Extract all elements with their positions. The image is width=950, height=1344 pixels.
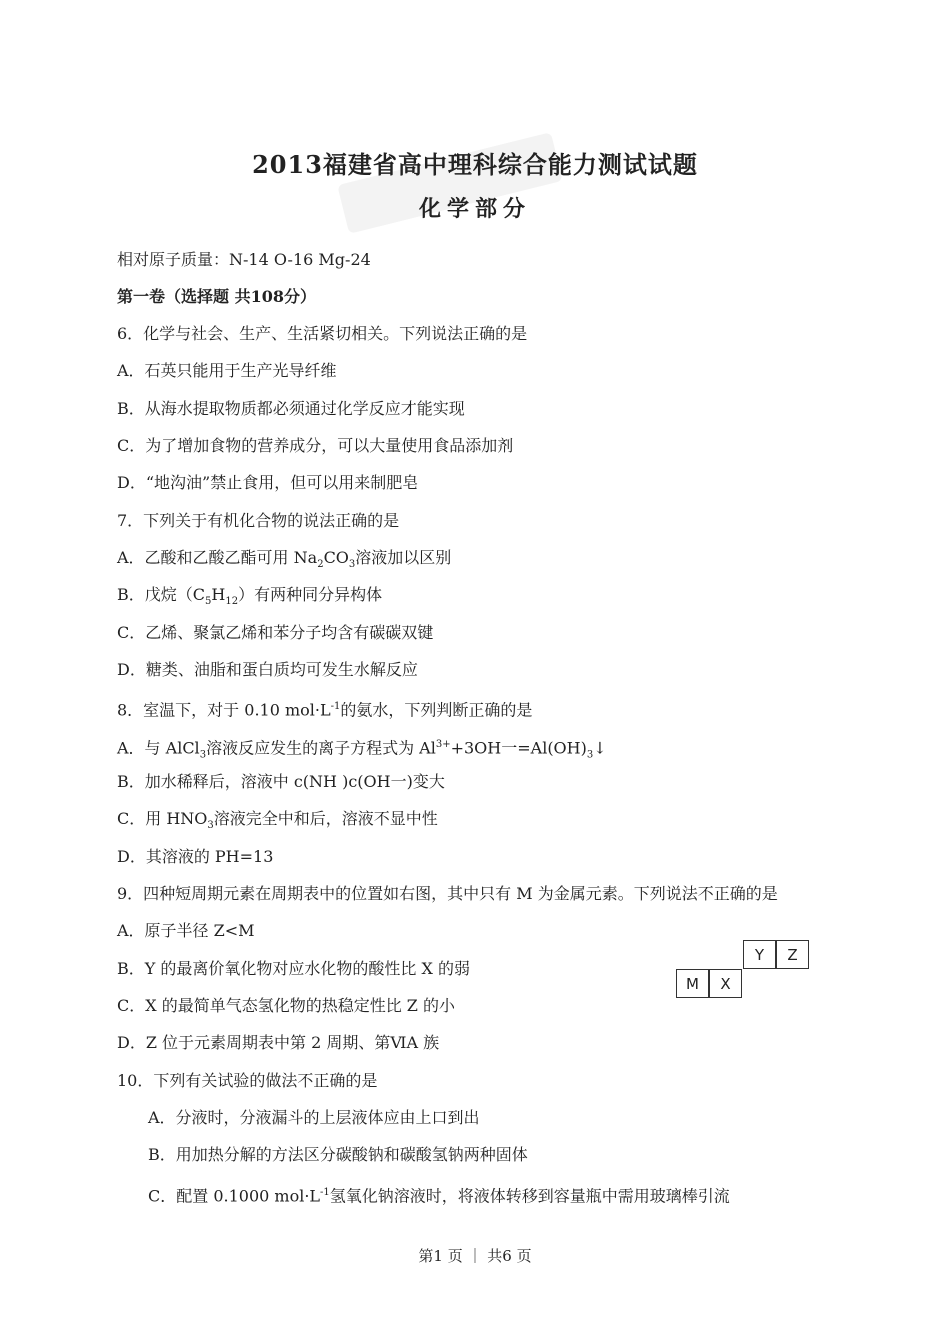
q9-stem: 9．四种短周期元素在周期表中的位置如右图，其中只有 M 为金属元素。下列说法不正确的是 <box>117 884 778 903</box>
q9-option-b: B．Y 的最离价氧化物对应水化物的酸性比 X 的弱 <box>117 959 470 978</box>
q10-stem: 10．下列有关试验的做法不正确的是 <box>117 1071 378 1090</box>
q6-option-b: B．从海水提取物质都必须通过化学反应才能实现 <box>117 399 465 418</box>
q9-option-c: C．X 的最简单气态氢化物的热稳定性比 Z 的小 <box>117 996 456 1015</box>
section-heading: 第一卷（选择题 共108分） <box>117 287 316 306</box>
cell-x: X <box>709 969 742 998</box>
cell-z: Z <box>776 940 809 969</box>
page-subtitle: 化学部分 <box>418 196 531 222</box>
q7-option-b: B．戊烷$(C_5H_{12})$有两种同分异构体 <box>117 585 383 608</box>
q7-option-a: A．乙酸和乙酸乙酯可用 $Na_2CO_3$溶液加以区别 <box>117 548 452 571</box>
periodic-table-figure <box>660 932 832 1014</box>
q7-option-c: C．乙烯、聚氯乙烯和苯分子均含有碳碳双键 <box>117 623 434 642</box>
q9-option-d: D．Z 位于元素周期表中第 2 周期、第ⅥA 族 <box>117 1033 440 1052</box>
cell-y: Y <box>743 940 776 969</box>
q6-option-c: C．为了增加食物的营养成分，可以大量使用食品添加剂 <box>117 436 514 455</box>
q8-option-b: B．加水稀释后，溶液中 c(NH )c(OH一)变大 <box>117 772 445 791</box>
atomic-mass-note: 相对原子质量：N-14 O-16 Mg-24 <box>117 250 371 269</box>
q7-stem: 7．下列关于有机化合物的说法正确的是 <box>117 511 400 530</box>
q8-option-c: C．用 $HNO_3$溶液完全中和后，溶液不显中性 <box>117 809 438 832</box>
cell-m: M <box>676 969 709 998</box>
q6-option-a: A．石英只能用于生产光导纤维 <box>117 361 337 380</box>
q7-option-d: D．糖类、油脂和蛋白质均可发生水解反应 <box>117 660 418 679</box>
q9-option-a: A．原子半径 Z<M <box>117 921 255 940</box>
q6-option-d: D．“地沟油”禁止食用，但可以用来制肥皂 <box>117 473 419 492</box>
page-title: 2013福建省高中理科综合能力测试试题 <box>252 150 698 179</box>
q10-option-c: C．配置 0.1000 $mol\cdot L^{-1}$氢氧化钠溶液时，将液体转移到容量瓶中需用玻璃棒引流 <box>148 1186 730 1206</box>
q10-option-b: B．用加热分解的方法区分碳酸钠和碳酸氢钠两种固体 <box>148 1145 528 1164</box>
q10-option-a: A．分液时，分液漏斗的上层液体应由上口到出 <box>148 1108 480 1127</box>
q6-stem: 6．化学与社会、生产、生活紧切相关。下列说法正确的是 <box>117 324 528 343</box>
q8-option-d: D．其溶液的 PH=13 <box>117 847 274 866</box>
q8-stem: 8．室温下，对于 0.10 $mol\cdot L^{-1}$的氨水，下列判断正确的是 <box>117 700 533 720</box>
page-footer: 第1 页 ｜ 共6 页 <box>418 1247 532 1265</box>
q8-option-a: A．与 AlCl$_3$溶液反应发生的离子方程式为 $Al^{3+}+3OH$一$=Al(OH)_3↓$ <box>117 738 607 761</box>
